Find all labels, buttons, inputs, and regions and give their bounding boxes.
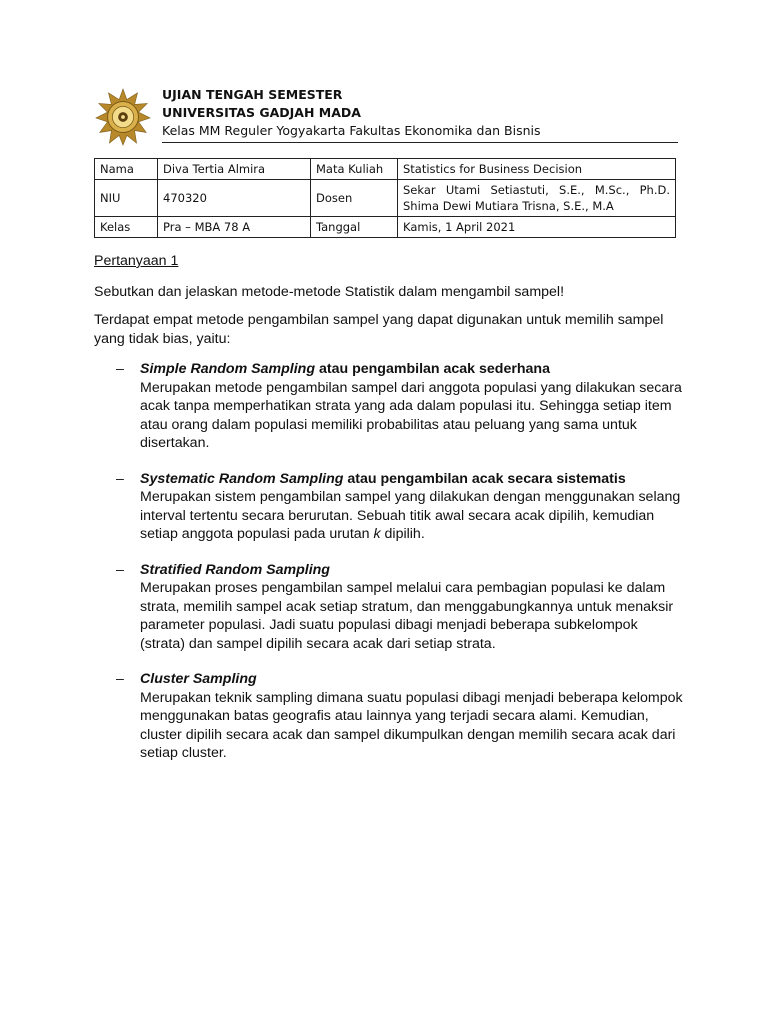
method-subtitle: atau pengambilan acak sederhana [315,361,550,377]
list-item [94,670,684,763]
method-description: Merupakan teknik sampling dimana suatu populasi dibagi menjadi beberapa kelompok menggunakan batas geografis atau lainnya yang terjadi secara alami. Kemudian, cluster dipilih secara acak dan sampel dikumpulkan dengan memilih secara acak dari setiap cluster. [140,689,683,761]
question-text: Sebutkan dan jelaskan metode-metode Statistik dalam mengambil sampel! [94,283,565,300]
list-item [94,360,684,453]
header-text [162,86,541,140]
table-row [95,159,676,180]
list-dash: – [116,671,124,687]
kelas-value: Pra – MBA 78 A [158,217,311,238]
list-item [94,561,684,654]
method-name: Simple Random Sampling [140,361,316,377]
dosen-value-1: Sekar Utami Setiastuti, S.E., M.Sc., Ph.D. [403,183,670,197]
method-description [140,488,684,544]
method-name: Stratified Random Sampling [140,561,330,578]
tanggal-label: Tanggal [311,217,398,238]
answer-body [94,252,684,780]
method-title [140,670,684,689]
method-subtitle: atau pengambilan acak secara sistematis [343,470,626,487]
student-info-table [94,158,676,238]
document-header [94,86,678,142]
method-title [140,360,684,379]
niu-value: 470320 [158,180,311,217]
dosen-value-2: Shima Dewi Mutiara Trisna, S.E., M.A [403,199,614,213]
method-title [140,470,684,489]
list-dash: – [116,561,124,578]
university-name: UNIVERSITAS GADJAH MADA [162,105,361,120]
variable-k: k [373,526,381,542]
table-row [95,217,676,238]
nama-label: Nama [95,159,158,180]
dosen-label: Dosen [311,180,398,217]
exam-title: UJIAN TENGAH SEMESTER [162,87,343,102]
niu-label: NIU [95,180,158,217]
answer-intro: Terdapat empat metode pengambilan sampel yang dapat digunakan untuk memilih sampel yang tidak bias, yaitu: [94,312,664,347]
method-name: Systematic Random Sampling [140,470,344,487]
kelas-label: Kelas [95,217,158,238]
question-title: Pertanyaan 1 [94,253,179,269]
list-item [94,470,684,544]
method-description-part: dipilih. [380,526,425,542]
tanggal-value: Kamis, 1 April 2021 [398,217,676,238]
method-description: Merupakan metode pengambilan sampel dari anggota populasi yang dilakukan secara acak tanpa memperhatikan strata yang ada dalam populasi itu. Sehingga setiap item atau orang dalam populasi memiliki probabilitas atau peluang yang sama untuk disertakan. [140,379,682,451]
ugm-seal-icon [94,88,152,146]
list-dash: – [116,470,124,487]
class-faculty: Kelas MM Reguler Yogyakarta Fakultas Ekonomika dan Bisnis [162,123,541,138]
nama-value: Diva Tertia Almira [158,159,311,180]
method-name: Cluster Sampling [140,671,257,687]
matkul-label: Mata Kuliah [311,159,398,180]
method-description: Merupakan proses pengambilan sampel melalui cara pembagian populasi ke dalam strata, memilih sampel acak setiap stratum, dan menggabungkannya untuk menaksir parameter populasi. Jadi suatu populasi dibagi menjadi beberapa subkelompok (strata) dan sampel dipilih secara acak dari setiap strata. [140,580,674,652]
list-dash: – [116,361,124,377]
table-row [95,180,676,217]
matkul-value: Statistics for Business Decision [398,159,676,180]
method-title [140,561,684,580]
header-divider [162,142,678,143]
dosen-value [398,180,676,217]
method-description-part: Merupakan sistem pengambilan sampel yang dilakukan dengan menggunakan selang interval tertentu secara berurutan. Sebuah titik awal secara acak dipilih, kemudian setiap anggota populasi pada urutan [140,489,681,542]
